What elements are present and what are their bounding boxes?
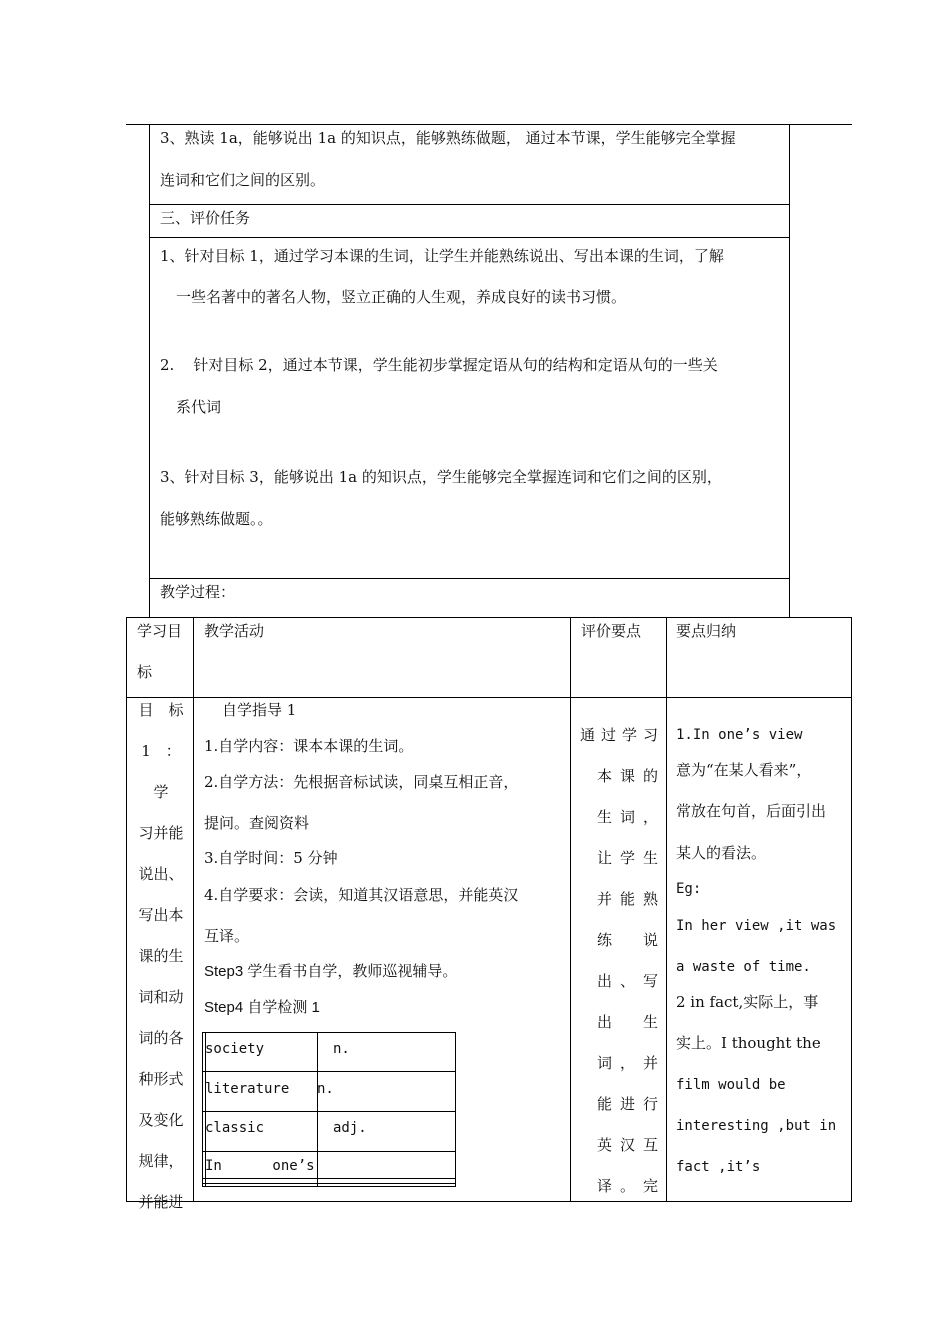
table-left <box>126 617 127 1202</box>
goal-line: 课的生 <box>138 947 184 965</box>
table-col-divider-2 <box>570 617 571 1202</box>
step4-text: Step4 自学检测 1 <box>204 999 320 1016</box>
goal3-line2: 连词和它们之间的区别。 <box>160 171 326 189</box>
header-evaluation-points: 评价要点 <box>581 622 642 640</box>
summary-line: film would be <box>676 1077 786 1093</box>
upper-right-border <box>789 124 790 618</box>
process-label: 教学过程： <box>160 583 236 601</box>
guide-title: 自学指导 1 <box>222 701 297 719</box>
summary-line: 常放在句首，后面引出 <box>676 802 827 820</box>
self-study-time: 3.自学时间：5 分钟 <box>204 849 338 867</box>
evaluation-line: 并能熟 <box>597 890 658 908</box>
evaluation-line: 能进行 <box>597 1095 658 1113</box>
summary-line: a waste of time. <box>676 959 811 975</box>
evaluation-line: 让学生 <box>597 849 658 867</box>
evaluation-line: 本课的 <box>597 767 658 785</box>
goal-column <box>128 690 194 1223</box>
self-study-method-line2: 提问。查阅资料 <box>204 814 310 832</box>
evaluation-column <box>580 715 658 1207</box>
upper-left-border <box>149 124 150 618</box>
summary-line: 实上。I thought the <box>676 1034 821 1052</box>
goal-line: 习并能 <box>138 824 184 842</box>
goal-line: 词和动 <box>138 988 184 1006</box>
vocab-row-divider-5 <box>203 1183 455 1184</box>
evaluation-line: 译。完 <box>597 1177 658 1195</box>
self-study-requirement-line1: 4.自学要求：会读，知道其汉语意思，并能英汉 <box>204 886 519 904</box>
goal-line: 及变化 <box>138 1111 184 1129</box>
table-top <box>126 617 852 618</box>
evaluation-line: 出、写 <box>597 972 658 990</box>
goal-line: 种形式 <box>138 1070 184 1088</box>
upper-divider-2 <box>149 237 790 238</box>
evaluation-line: 出 生 <box>597 1013 658 1031</box>
summary-line: Eg: <box>676 881 702 897</box>
task1-line1: 1、针对目标 1，通过学习本课的生词，让学生并能熟练说出、写出本课的生词，了解 <box>160 247 724 265</box>
summary-line: 某人的看法。 <box>676 844 767 862</box>
self-study-method-line1: 2.自学方法：先根据音标试读，同桌互相正音， <box>204 773 519 791</box>
table-header-bottom <box>126 697 852 698</box>
step3-text: Step3 学生看书自学，教师巡视辅导。 <box>204 963 458 980</box>
evaluation-line: 通过学习 <box>580 726 658 744</box>
header-learning-goal-line1: 学习目 <box>137 622 183 640</box>
task3-line2: 能够熟练做题。。 <box>160 510 273 528</box>
vocab-row-divider-4 <box>203 1178 455 1179</box>
header-learning-goal-line2: 标 <box>137 663 153 681</box>
evaluation-line: 英汉互 <box>597 1136 658 1154</box>
goal-line: 学 <box>153 783 169 801</box>
vocab-word: classic <box>205 1120 265 1136</box>
goal-line: 词的各 <box>138 1029 184 1047</box>
table-right <box>851 617 852 1202</box>
section3-title: 三、评价任务 <box>160 209 251 227</box>
evaluation-line: 练 说 <box>597 931 658 949</box>
task1-line2: 一些名著中的著名人物，竖立正确的人生观，养成良好的读书习惯。 <box>176 288 627 306</box>
vocab-col-divider <box>317 1033 318 1186</box>
task2-line1: 2. 针对目标 2，通过本节课，学生能初步掌握定语从句的结构和定语从句的一些关 <box>160 356 718 374</box>
goal-line: 说出、 <box>138 865 184 883</box>
vocab-word: society <box>205 1041 265 1057</box>
vocab-word: literature <box>205 1081 290 1097</box>
header-teaching-activity: 教学活动 <box>204 622 265 640</box>
vocab-row-divider-1 <box>203 1071 455 1072</box>
vocab-pos: adj. <box>333 1120 367 1136</box>
goal-line: 规律， <box>138 1152 184 1170</box>
vocab-pos: n. <box>317 1081 334 1097</box>
summary-line: interesting ,but in <box>676 1118 837 1134</box>
summary-line: In her view ,it was <box>676 918 837 934</box>
vocab-word: In one’s <box>205 1158 315 1174</box>
vocab-table <box>202 1032 456 1187</box>
evaluation-line: 词，并 <box>597 1054 658 1072</box>
upper-divider-1 <box>149 204 790 205</box>
vocab-pos: n. <box>333 1041 350 1057</box>
top-rule <box>126 124 852 125</box>
task2-line2: 系代词 <box>176 398 222 416</box>
vocab-row-divider-3 <box>203 1151 455 1152</box>
summary-line: 2 in fact,实际上，事 <box>676 993 819 1011</box>
upper-divider-3 <box>149 578 790 579</box>
summary-line: 意为“在某人看来”， <box>676 761 812 779</box>
task3-line1: 3、针对目标 3，能够说出 1a 的知识点，学生能够完全掌握连词和它们之间的区别， <box>160 468 722 486</box>
summary-line: 1.In one’s view <box>676 727 803 743</box>
self-study-requirement-line2: 互译。 <box>204 927 250 945</box>
summary-line: fact ,it’s <box>676 1159 761 1175</box>
table-col-divider-3 <box>666 617 667 1202</box>
goal-line: 写出本 <box>138 906 184 924</box>
goal3-line1: 3、熟读 1a，能够说出 1a 的知识点，能够熟练做题， 通过本节课，学生能够完全掌握 <box>160 129 736 147</box>
self-study-content: 1.自学内容：课本本课的生词。 <box>204 737 414 755</box>
goal-line: 1 ： <box>141 742 181 760</box>
evaluation-line: 生词， <box>597 808 658 826</box>
table-bottom <box>126 1201 852 1202</box>
header-key-summary: 要点归纳 <box>676 622 737 640</box>
goal-line: 目 标 <box>138 701 184 719</box>
goal-line: 并能进 <box>138 1193 184 1211</box>
vocab-row-divider-2 <box>203 1111 455 1112</box>
